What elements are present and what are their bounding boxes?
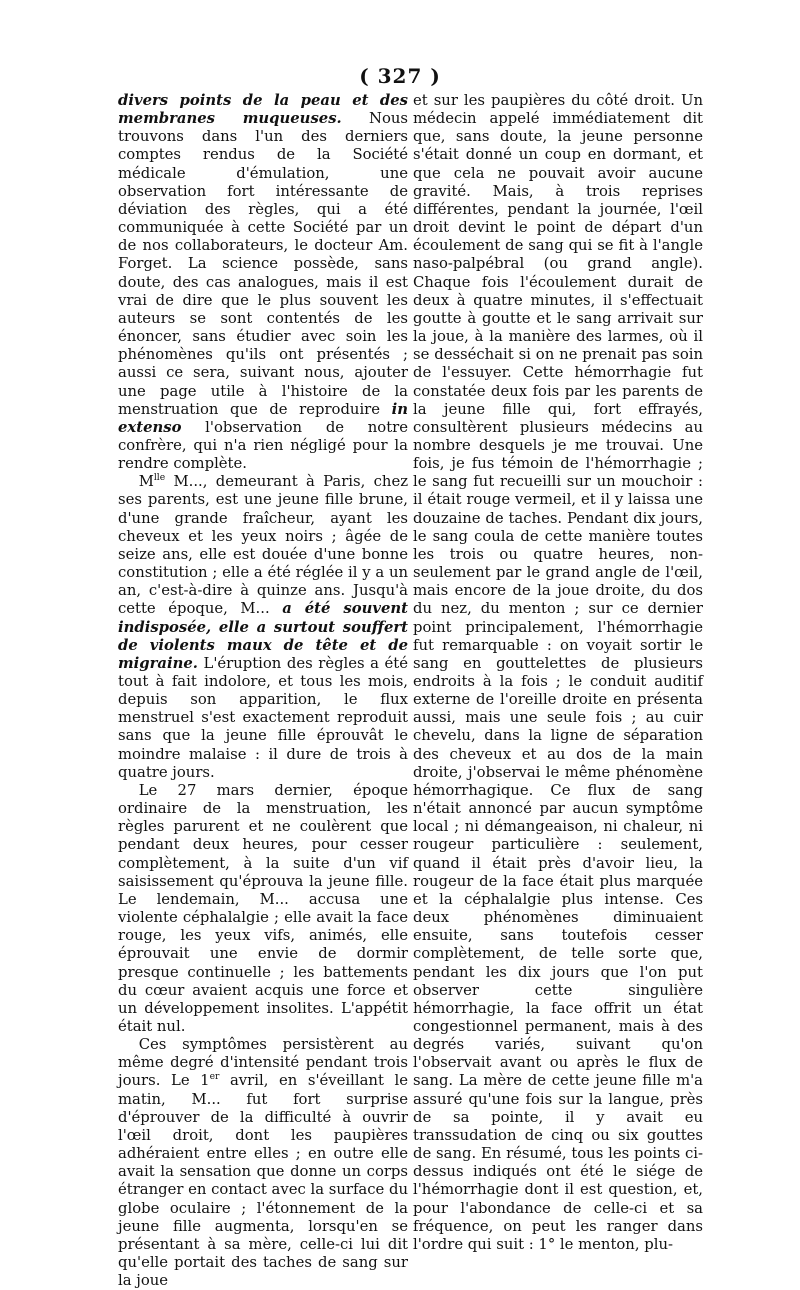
right-column bbox=[413, 92, 703, 1254]
paragraph bbox=[118, 473, 408, 782]
paragraph: et sur les paupières du côté droit. Un médecin appelé immédiatement dit que, sans doute, la jeune personne s'était donné un coup en dormant, et que cela ne pouvait avoir aucune gravité. Mais, à trois reprises différentes, pendant la journée, l'œil droit devint le point de départ d'un écoulement de sang qui se fit à l'angle naso-palpébral (ou grand angle). Chaque fois l'écoulement durait de deux à quatre minutes, il s'effectuait goutte à goutte et le sang arrivait sur la joue, à la manière des larmes, où il se desséchait si on ne prenait pas soin de l'essuyer. Cette hémorrhagie fut constatée deux fois par les parents de la jeune fille qui, fort effrayés, consultèrent plusieurs médecins au nombre desquels je me trouvai. Une fois, je fus témoin de l'hémorrhagie ; le sang fut recueilli sur un mouchoir : il était rouge vermeil, et il y laissa une douzaine de taches. Pendant dix jours, le sang coula de cette manière toutes les trois ou quatre heures, non-seulement par le grand angle de l'œil, mais encore de la joue droite, du dos du nez, du menton ; sur ce dernier point principalement, l'hémorrhagie fut remarquable : on voyait sortir le sang en gouttelettes de plusieurs endroits à la fois ; le conduit auditif externe de l'oreille droite en présenta aussi, mais une seule fois ; au cuir chevelu, dans la ligne de séparation des cheveux et au dos de la main droite, j'observai le même phénomène hémorrhagique. Ce flux de sang n'était annoncé par aucun symptôme local ; ni démangeaison, ni chaleur, ni rougeur particulière : seulement, quand il était près d'avoir lieu, la rougeur de la face était plus marquée et la céphalalgie plus intense. Ces deux phénomènes diminuaient ensuite, sans toutefois cesser complètement, de telle sorte que, pendant les dix jours que l'on put observer cette singulière hémorrhagie, la face offrit un état congestionnel permanent, mais à des degrés variés, suivant qu'on l'observait avant ou après le flux de sang. La mère de cette jeune fille m'a assuré qu'une fois sur la langue, près de sa pointe, il y avait eu transsudation de cinq ou six gouttes de sang. En résumé, tous les points ci-dessus indiqués ont été le siége de l'hémorrhagie dont il est question, et, pour l'abondance de celle-ci et sa fréquence, on peut les ranger dans l'ordre qui suit : 1° le menton, plu- bbox=[413, 92, 703, 1253]
page-number: ( 327 ) bbox=[359, 64, 441, 88]
superscript: er bbox=[209, 1071, 220, 1083]
paragraph bbox=[118, 1036, 408, 1290]
body-text: Ces symptômes persistèrent au même degré d'intensité pendant trois jours. Le 1 bbox=[118, 1036, 408, 1090]
body-text: l'observation de notre confrère, qui n'a rien négligé pour la rendre complète. bbox=[118, 418, 408, 473]
paragraph: Le 27 mars dernier, époque ordinaire de la menstruation, les règles parurent et ne coulèrent que pendant deux heures, pour cesser complètement, à la suite d'un vif saisissement qu'éprouva la jeune fille. Le lendemain, M... accusa une violente céphalalgie ; elle avait la face rouge, les yeux vifs, animés, elle éprouvait une envie de dormir presque continuelle ; les battements du cœur avaient acquis une force et un développement insolites. L'appétit était nul. bbox=[118, 781, 408, 1035]
body-text: Nous trouvons dans l'un des derniers comptes rendus de la Société médicale d'émulation, une observation fort intéressante de déviation des règles, qui a été communiquée à cette Société par un de nos collaborateurs, le docteur Am. Forget. La science possède, sans doute, des cas analogues, mais il est vrai de dire que le plus souvent les auteurs se sont contentés de les énoncer, sans étudier avec soin les phénomènes qu'ils ont présentés ; aussi ce sera, suivant nous, ajouter une page utile à l'histoire de la menstruation que de reproduire bbox=[118, 110, 408, 418]
italic-text: a été souvent indisposée, elle a surtout souffert de violents maux de tête et de migraine. bbox=[118, 600, 408, 672]
italic-text: divers points de la peau et des membranes muqueuses. bbox=[118, 92, 408, 128]
body-text: M bbox=[138, 473, 154, 491]
body-text: M..., demeurant à Paris, chez ses parents, est une jeune fille brune, d'une grande fraîcheur, ayant les cheveux et les yeux noirs ; âgée de seize ans, elle est douée d'une bonne constitution ; elle a été réglée il y a un an, c'est-à-dire à quinze ans. Jusqu'à cette époque, M... bbox=[118, 473, 408, 618]
italic-text: in extenso bbox=[118, 400, 408, 436]
body-text: avril, en s'éveillant le matin, M... fut fort surprise d'éprouver de la difficulté à ouvrir l'œil droit, dont les paupières adhéraient entre elles ; en outre elle avait la sensation que donne un corps étranger en contact avec la surface du globe oculaire ; l'étonnement de la jeune fille augmenta, lorsqu'en se présentant à sa mère, celle-ci lui dit qu'elle portait des taches de sang sur la joue bbox=[118, 1072, 408, 1290]
body-text: L'éruption des règles a été tout à fait indolore, et tous les mois, depuis son apparition, le flux menstruel s'est exactement reproduit sans que la jeune fille éprouvât le moindre malaise : il dure de trois à quatre jours. bbox=[118, 654, 408, 781]
paragraph bbox=[118, 92, 408, 473]
left-column bbox=[118, 92, 408, 1290]
superscript: lle bbox=[153, 472, 166, 484]
